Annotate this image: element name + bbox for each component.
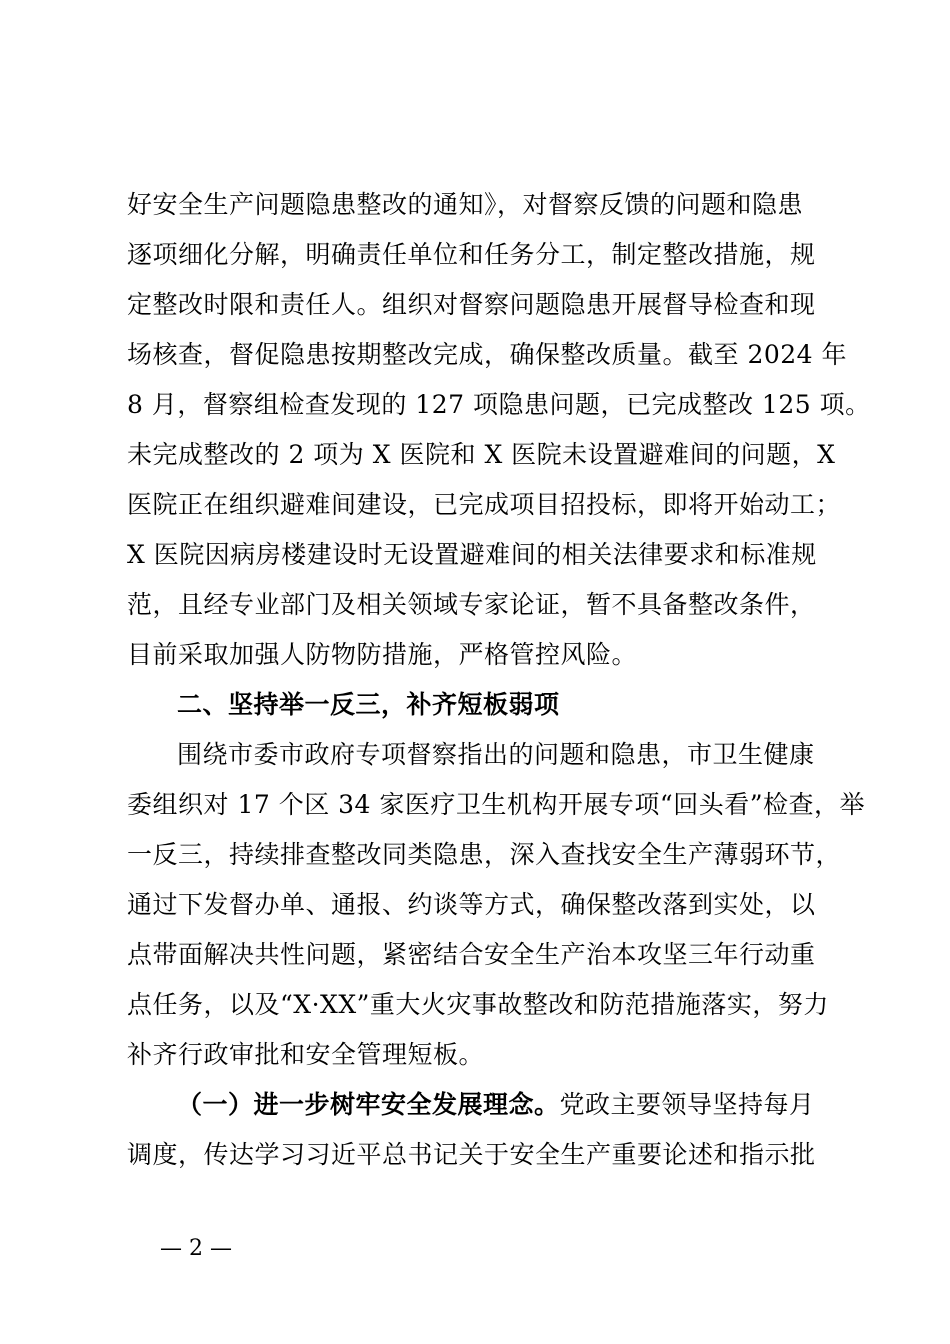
body-line: 定整改时限和责任人。组织对督察问题隐患开展督导检查和现 bbox=[127, 290, 816, 319]
body-line: 围绕市委市政府专项督察指出的问题和隐患，市卫生健康 bbox=[177, 740, 815, 769]
body-line: 好安全生产问题隐患整改的通知》，对督察反馈的问题和隐患 bbox=[127, 190, 804, 219]
body-line: 通过下发督办单、通报、约谈等方式，确保整改落到实处，以 bbox=[127, 890, 816, 919]
subsection-line bbox=[177, 1088, 912, 1122]
subsection-text: 党政主要领导坚持每月 bbox=[559, 1090, 815, 1119]
body-line: 医院正在组织避难间建设，已完成项目招投标，即将开始动工； bbox=[127, 490, 842, 519]
body-line: 场核查，督促隐患按期整改完成，确保整改质量。截至 2024 年 bbox=[127, 340, 848, 369]
body-line: 逐项细化分解，明确责任单位和任务分工，制定整改措施，规 bbox=[127, 240, 816, 269]
body-line: 点带面解决共性问题，紧密结合安全生产治本攻坚三年行动重 bbox=[127, 940, 816, 969]
body-line: 点任务，以及“X·XX”重大火灾事故整改和防范措施落实，努力 bbox=[127, 990, 829, 1019]
section-heading: 二、坚持举一反三，补齐短板弱项 bbox=[177, 690, 560, 719]
body-line: 8 月，督察组检查发现的 127 项隐患问题，已完成整改 125 项。 bbox=[127, 390, 871, 419]
page-number: — 2 — bbox=[160, 1236, 232, 1261]
body-line: 目前采取加强人防物防措施，严格管控风险。 bbox=[127, 640, 638, 669]
body-line: 调度，传达学习习近平总书记关于安全生产重要论述和指示批 bbox=[127, 1140, 816, 1169]
body-line: X 医院因病房楼建设时无设置避难间的相关法律要求和标准规 bbox=[127, 540, 817, 569]
body-line: 委组织对 17 个区 34 家医疗卫生机构开展专项“回头看”检查，举 bbox=[127, 790, 865, 819]
body-line: 未完成整改的 2 项为 X 医院和 X 医院未设置避难间的问题，X bbox=[127, 440, 836, 469]
body-line: 一反三，持续排查整改同类隐患，深入查找安全生产薄弱环节， bbox=[127, 840, 842, 869]
body-line: 补齐行政审批和安全管理短板。 bbox=[127, 1040, 485, 1069]
subsection-heading: （一）进一步树牢安全发展理念。 bbox=[177, 1090, 560, 1119]
body-line: 范，且经专业部门及相关领域专家论证，暂不具备整改条件， bbox=[127, 590, 816, 619]
